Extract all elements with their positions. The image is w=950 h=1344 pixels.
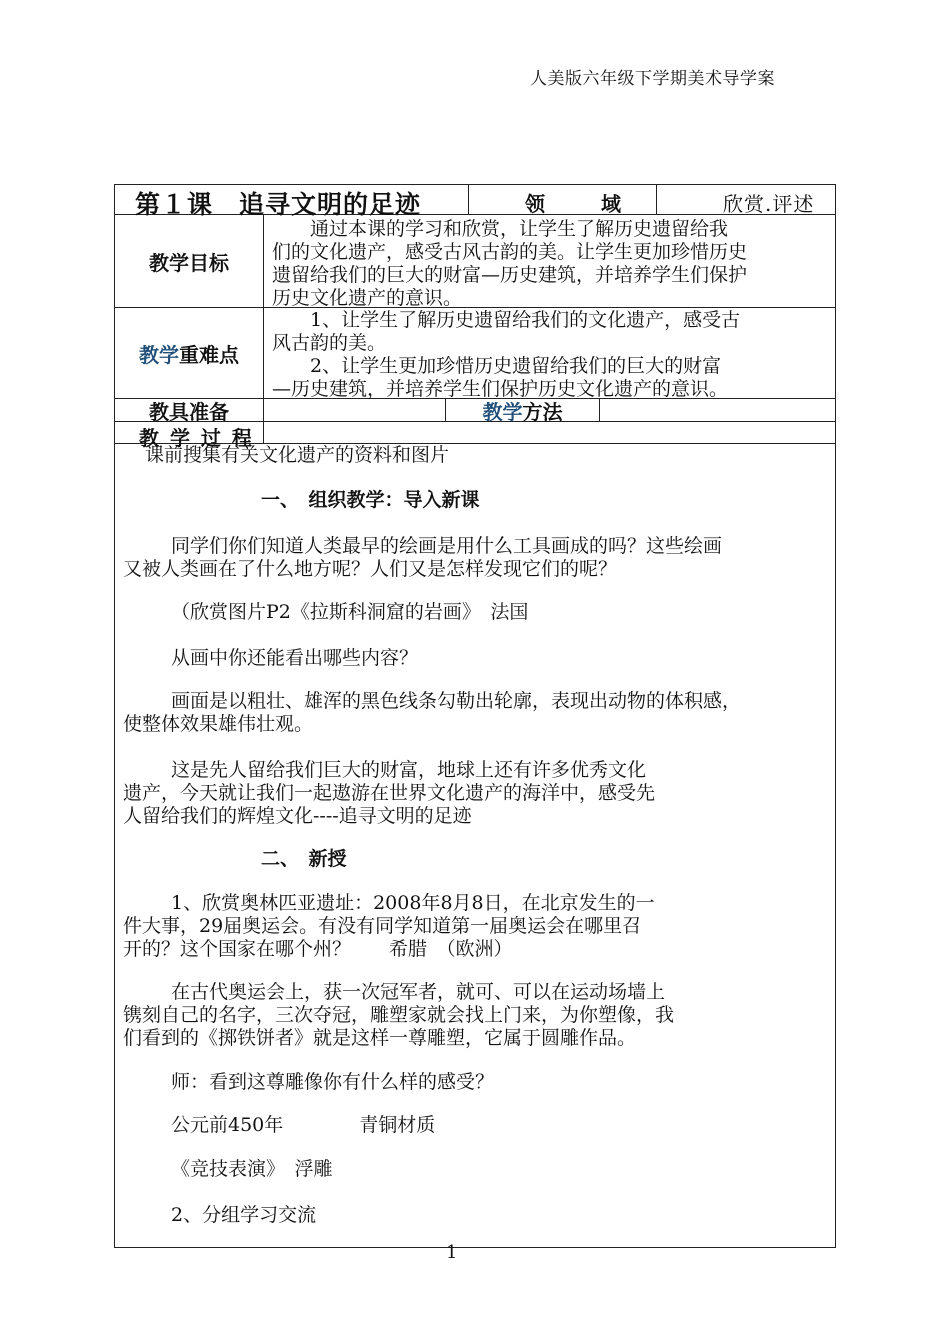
method-label-blue: 教学 <box>482 399 523 424</box>
document-header-title: 人美版六年级下学期美术导学案 <box>530 69 775 89</box>
page-number: 1 <box>446 1242 458 1263</box>
keypoints-label-blue: 教学 <box>139 342 179 367</box>
process-line: 1、欣赏奥林匹亚遗址：2008年8月8日，在北京发生的一 <box>171 892 655 914</box>
process-line: 2、分组学习交流 <box>171 1204 317 1226</box>
process-label-divider <box>263 422 264 443</box>
process-line: （欣赏图片P2《拉斯科洞窟的岩画》 法国 <box>171 601 529 623</box>
keypoints-line: —历史建筑，并培养学生们保护历史文化遗产的意识。 <box>272 378 729 400</box>
process-line: 同学们你们知道人类最早的绘画是用什么工具画成的吗？这些绘画 <box>171 535 723 557</box>
goals-label: 教学目标 <box>149 250 229 275</box>
tools-row <box>115 399 835 422</box>
process-line: 们看到的《掷铁饼者》就是这样一尊雕塑，它属于圆雕作品。 <box>123 1027 637 1049</box>
keypoints-label-rest: 重难点 <box>179 342 239 367</box>
process-line: 件大事，29届奥运会。有没有同学知道第一届奥运会在哪里召 <box>123 915 642 937</box>
keypoints-label <box>115 308 263 398</box>
title-row <box>115 185 835 219</box>
goals-row <box>115 215 835 308</box>
tools-divider <box>263 399 264 421</box>
lesson-plan-table <box>114 184 836 1248</box>
process-line: 课前搜集有关文化遗产的资料和图片 <box>145 444 450 466</box>
keypoints-content <box>263 308 835 398</box>
goals-line: 遗留给我们的巨大的财富—历史建筑，并培养学生们保护 <box>272 264 748 286</box>
process-line: 人留给我们的辉煌文化----追寻文明的足迹 <box>123 805 472 827</box>
method-divider <box>599 399 600 421</box>
goals-content <box>263 215 835 307</box>
process-label-row <box>115 422 835 450</box>
keypoints-row <box>115 308 835 399</box>
section-heading: 二、 新授 <box>261 848 347 870</box>
tools-label: 教具准备 <box>149 399 229 424</box>
process-line: 《竞技表演》 浮雕 <box>171 1158 333 1180</box>
goals-line: 通过本课的学习和欣赏，让学生了解历史遗留给我 <box>272 218 729 240</box>
process-line: 这是先人留给我们巨大的财富，地球上还有许多优秀文化 <box>171 759 647 781</box>
method-label <box>445 399 599 424</box>
field-divider <box>656 185 657 214</box>
field-value: 欣赏.评述 <box>723 192 815 216</box>
process-line: 师：看到这尊雕像你有什么样的感受？ <box>171 1071 495 1093</box>
process-line: 在古代奥运会上，获一次冠军者，就可、可以在运动场墙上 <box>171 981 666 1003</box>
method-label-rest: 方法 <box>522 399 563 424</box>
keypoints-line: 风古韵的美。 <box>272 332 387 354</box>
keypoints-line: 2、让学生更加珍惜历史遗留给我们的巨大的财富 <box>272 355 722 377</box>
process-line: 使整体效果雄伟壮观。 <box>123 713 314 735</box>
process-line: 开的？这个国家在哪个州？ 希腊 （欧洲） <box>123 938 513 960</box>
process-label: 教 学 过 程 <box>139 426 254 450</box>
process-line: 公元前450年 青铜材质 <box>171 1114 436 1136</box>
section-heading: 一、 组织教学：导入新课 <box>261 489 480 511</box>
field-label: 领 域 <box>525 192 639 216</box>
process-line: 从画中你还能看出哪些内容？ <box>171 647 419 669</box>
title-divider <box>468 185 469 214</box>
goals-line: 历史文化遗产的意识。 <box>272 287 463 309</box>
lesson-title: 第１课 追寻文明的足迹 <box>135 190 422 219</box>
goals-line: 们的文化遗产，感受古风古韵的美。让学生更加珍惜历史 <box>272 241 748 263</box>
process-line: 又被人类画在了什么地方呢？人们又是怎样发现它们的呢？ <box>123 558 618 580</box>
keypoints-line: 1、让学生了解历史遗留给我们的文化遗产，感受古 <box>272 309 741 331</box>
process-line: 画面是以粗壮、雄浑的黑色线条勾勒出轮廓，表现出动物的体积感， <box>171 690 742 712</box>
process-line: 遗产，今天就让我们一起遨游在世界文化遗产的海洋中，感受先 <box>123 782 656 804</box>
process-line: 镌刻自己的名字，三次夺冠，雕塑家就会找上门来，为你塑像，我 <box>123 1004 675 1026</box>
